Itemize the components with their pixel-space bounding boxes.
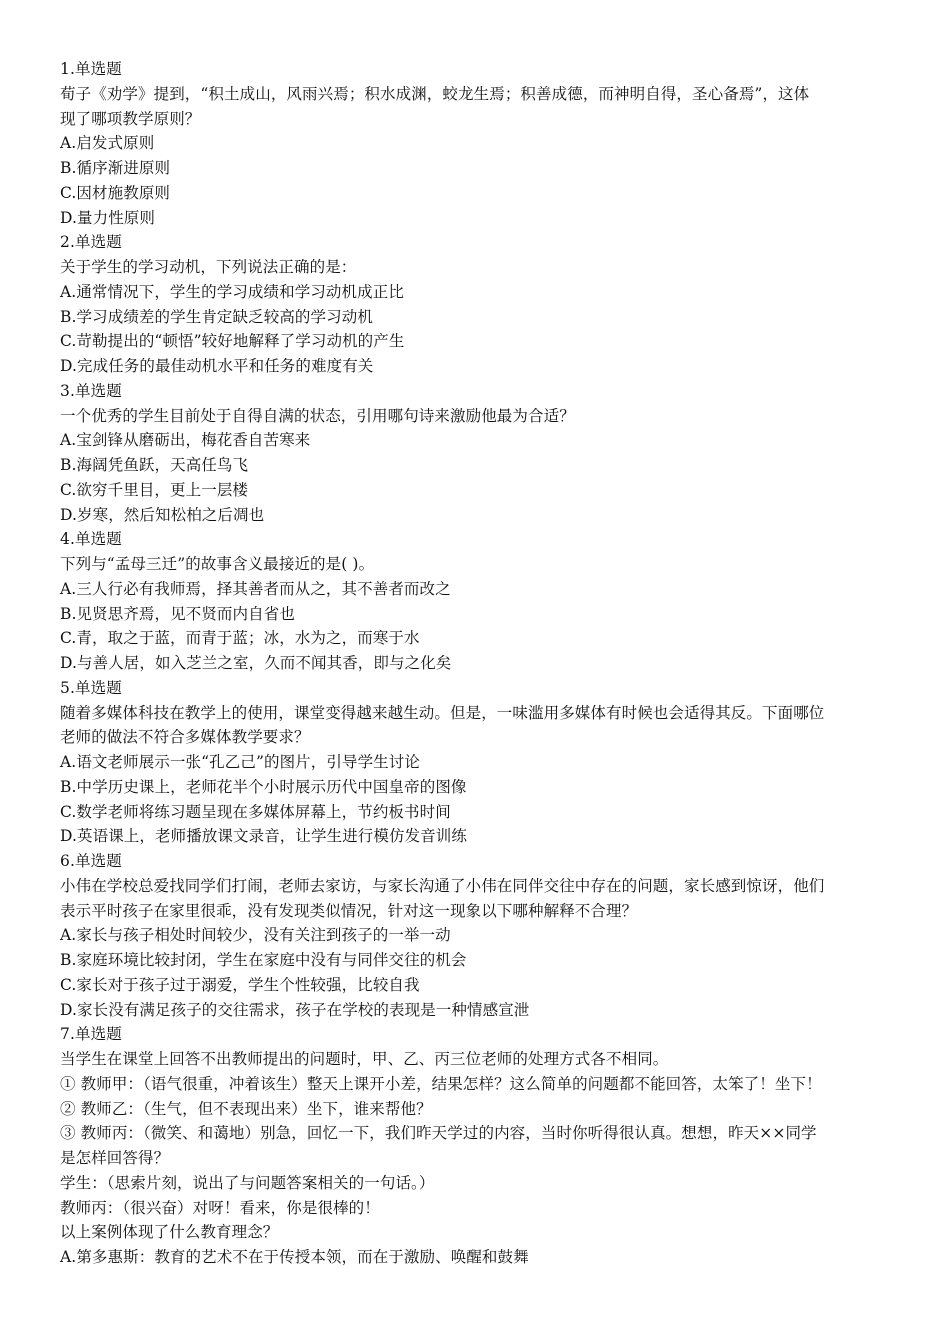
question-header: 2.单选题 <box>60 233 122 252</box>
case-teacher-jia: ① 教师甲：（语气很重，冲着该生）整天上课开小差，结果怎样？这么简单的问题都不能回答，太笨了！坐下！ <box>60 1074 822 1093</box>
question-stem: 一个优秀的学生目前处于自得自满的状态，引用哪句诗来激励他最为合适？ <box>60 406 575 425</box>
option-b: B.中学历史课上，老师花半个小时展示历代中国皇帝的图像 <box>60 777 467 796</box>
question-4 <box>60 527 895 676</box>
case-teacher-bing: ③ 教师丙：（微笑、和蔼地）别急，回忆一下，我们昨天学过的内容，当时你听得很认真。想想，昨天××同学 <box>60 1124 817 1143</box>
question-stem: 表示平时孩子在家里很乖，没有发现类似情况，针对这一现象以下哪种解释不合理？ <box>60 901 638 920</box>
question-1 <box>60 57 895 230</box>
option-b: B.循序渐进原则 <box>60 159 171 177</box>
option-c: C.家长对于孩子过于溺爱，学生个性较强，比较自我 <box>60 975 420 994</box>
question-7 <box>60 1022 895 1270</box>
option-b: B.学习成绩差的学生肯定缺乏较高的学习动机 <box>60 307 373 326</box>
question-header: 7.单选题 <box>60 1025 122 1044</box>
option-d: D.量力性原则 <box>60 208 156 227</box>
option-d: D.与善人居，如入芝兰之室，久而不闻其香，即与之化矣 <box>60 654 452 672</box>
option-c: C.苛勒提出的“顿悟”较好地解释了学习动机的产生 <box>60 332 405 351</box>
question-stem: 以上案例体现了什么教育理念？ <box>60 1223 279 1242</box>
question-stem: 下列与“孟母三迁”的故事含义最接近的是( )。 <box>60 555 375 573</box>
question-stem: 老师的做法不符合多媒体教学要求？ <box>60 728 310 747</box>
option-a: A.第多惠斯：教育的艺术不在于传授本领，而在于激励、唤醒和鼓舞 <box>60 1248 529 1266</box>
option-b: B.家庭环境比较封闭，学生在家庭中没有与同伴交往的机会 <box>60 951 467 969</box>
case-teacher-bing-reply: 教师丙：（很兴奋）对呀！看来，你是很棒的！ <box>60 1198 380 1217</box>
question-header: 5.单选题 <box>60 678 122 697</box>
option-a: A.三人行必有我师焉，择其善者而从之，其不善者而改之 <box>60 579 451 598</box>
option-a: A.宝剑锋从磨砺出，梅花香自苦寒来 <box>60 431 311 450</box>
case-teacher-yi: ② 教师乙：（生气，但不表现出来）坐下，谁来帮他？ <box>60 1099 432 1118</box>
option-c: C.因材施教原则 <box>60 183 171 202</box>
option-c: C.青，取之于蓝，而青于蓝；冰，水为之，而寒于水 <box>60 629 420 648</box>
option-a: A.通常情况下，学生的学习成绩和学习动机成正比 <box>60 282 404 301</box>
question-stem: 小伟在学校总爱找同学们打闹，老师去家访，与家长沟通了小伟在同伴交往中存在的问题，家长感到惊讶，他们 <box>60 876 825 895</box>
question-header: 3.单选题 <box>60 381 122 400</box>
option-d: D.岁寒，然后知松柏之后凋也 <box>60 505 265 524</box>
option-d: D.家长没有满足孩子的交往需求，孩子在学校的表现是一种情感宣泄 <box>60 1000 530 1019</box>
question-stem: 荀子《劝学》提到，“积土成山，风雨兴焉；积水成渊，蛟龙生焉；积善成德，而神明自得，圣心备焉”，这体 <box>60 84 810 103</box>
question-stem: 随着多媒体科技在教学上的使用，课堂变得越来越生动。但是，一味滥用多媒体有时候也会适得其反。下面哪位 <box>60 703 825 722</box>
option-a: A.家长与孩子相处时间较少，没有关注到孩子的一举一动 <box>60 926 451 945</box>
option-d: D.英语课上，老师播放课文录音，让学生进行模仿发音训练 <box>60 827 468 846</box>
option-b: B.海阔凭鱼跃，天高任鸟飞 <box>60 456 249 474</box>
question-2 <box>60 230 895 379</box>
question-header: 1.单选题 <box>60 60 122 78</box>
option-a: A.启发式原则 <box>60 134 155 153</box>
question-5 <box>60 676 895 849</box>
case-student: 学生：（思索片刻，说出了与问题答案相关的一句话。） <box>60 1173 435 1192</box>
option-a: A.语文老师展示一张“孔乙己”的图片，引导学生讨论 <box>60 753 420 771</box>
question-3 <box>60 379 895 528</box>
question-6 <box>60 849 895 1022</box>
case-teacher-bing-cont: 是怎样回答得？ <box>60 1149 170 1167</box>
question-header: 4.单选题 <box>60 530 122 549</box>
option-d: D.完成任务的最佳动机水平和任务的难度有关 <box>60 357 374 375</box>
question-header: 6.单选题 <box>60 852 122 870</box>
question-stem: 现了哪项教学原则？ <box>60 109 201 128</box>
document-body <box>60 57 895 1270</box>
option-c: C.数学老师将练习题呈现在多媒体屏幕上，节约板书时间 <box>60 802 451 821</box>
question-stem: 当学生在课堂上回答不出教师提出的问题时，甲、乙、丙三位老师的处理方式各不相同。 <box>60 1050 669 1068</box>
option-b: B.见贤思齐焉，见不贤而内自省也 <box>60 604 295 623</box>
question-stem: 关于学生的学习动机，下列说法正确的是： <box>60 258 357 276</box>
option-c: C.欲穷千里目，更上一层楼 <box>60 480 249 499</box>
